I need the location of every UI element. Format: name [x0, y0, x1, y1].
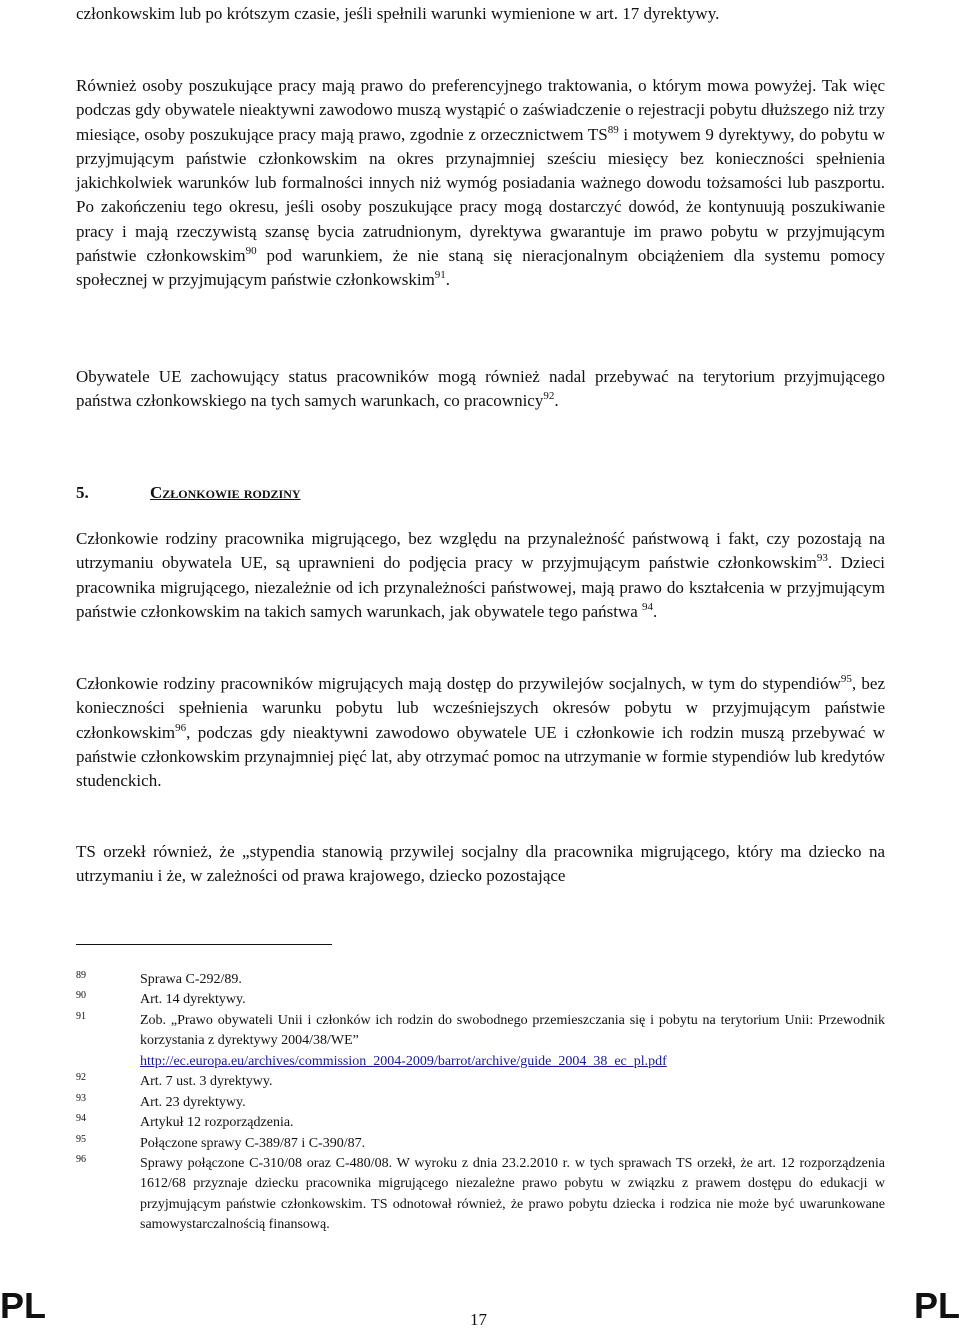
footnote-number: 96	[76, 1154, 86, 1165]
footnote-number: 93	[76, 1093, 86, 1104]
language-code-left: PL	[0, 1285, 47, 1326]
footnote-ref-93[interactable]: 93	[816, 552, 828, 565]
language-code-right: PL	[913, 1285, 960, 1326]
section-number: 5.	[76, 483, 89, 502]
footnote-text: Sprawa C-292/89.	[140, 972, 242, 987]
footnote-text: Art. 23 dyrektywy.	[140, 1095, 246, 1110]
page-number: 17	[470, 1310, 487, 1329]
section-title: Członkowie rodziny	[150, 483, 301, 502]
footnote-number: 95	[76, 1134, 86, 1145]
paragraph-family-members: Członkowie rodziny pracownika migrującego, bez względu na przynależność państwową i fakt, czy pozostają na utrzymaniu obywatela UE, są uprawnieni do podjęcia pracy w przyjmującym państwie członkowskim$^{93}$. Dzieci pracownika migrującego, niezależnie od ich przynależności państwowej, mają prawo do kształcenia w przyjmującym państwie członkowskim na takich samych warunkach, jak obywatele tego państwa $^{94}$.	[76, 529, 885, 621]
footnote-ref-92[interactable]: 92	[543, 390, 555, 403]
footnote-text-with-link	[140, 1011, 885, 1072]
paragraph-jobseekers: Również osoby poszukujące pracy mają prawo do preferencyjnego traktowania, o którym mowa powyżej. Tak więc podczas gdy obywatele nieaktywni zawodowo muszą wystąpić o zaświadczenie o rejestracji pobytu dłuższego niż trzy miesiące, osoby poszukujące pracy mają prawo, zgodnie z orzecznictwem TS$^{89}$ i motywem 9 dyrektywy, do pobytu w przyjmującym państwie członkowskim na okres przynajmniej sześciu miesięcy bez konieczności spełnienia jakichkolwiek warunków lub formalności innych niż wymóg posiadania ważnego dowodu tożsamości lub paszportu. Po zakończeniu tego okresu, jeśli osoby poszukujące pracy mogą dostarczyć dowód, że kontynuują poszukiwanie pracy i mają rzeczywistą szansę bycia zatrudnionym, dyrektywa gwarantuje im prawo pobytu w przyjmującym państwie członkowskim$^{90}$ pod warunkiem, że nie staną się nieracjonalnym obciążeniem dla systemu pomocy społecznej w przyjmującym państwie członkowskim$^{91}$.	[76, 76, 885, 290]
paragraph-continuation: członkowskim lub po krótszym czasie, jeśli spełnili warunki wymienione w art. 17 dyrektywy.	[76, 4, 720, 23]
footnote-ref-95[interactable]: 95	[840, 673, 852, 685]
footnote-ref-96[interactable]: 96	[175, 721, 187, 734]
footnote-number: 94	[76, 1113, 86, 1124]
footnote-ref-89[interactable]: 89	[607, 123, 619, 136]
footnote-text: Art. 14 dyrektywy.	[140, 992, 246, 1007]
section-heading	[76, 483, 301, 503]
footnote-number: 92	[76, 1072, 86, 1083]
footnote-separator	[76, 944, 332, 945]
footnote-number: 89	[76, 970, 86, 981]
paragraph-court-ruling: TS orzekł również, że „stypendia stanowią przywilej socjalny dla pracownika migrującego, który ma dziecko na utrzymaniu i że, w zależności od prawa krajowego, dziecko pozostające	[76, 842, 885, 886]
footnote-text: Zob. „Prawo obywateli Unii i członków ich rodzin do swobodnego przemieszczania się i pobytu na terytorium Unii: Przewodnik korzystania z dyrektywy 2004/38/WE”	[140, 1013, 885, 1049]
footnote-text: Połączone sprawy C-389/87 i C-390/87.	[140, 1136, 366, 1151]
footnote-ref-94[interactable]: 94	[642, 600, 654, 613]
paragraph-retained-status: Obywatele UE zachowujący status pracowników mogą również nadal przebywać na terytorium przyjmującego państwa członkowskiego na tych samych warunkach, co pracownicy$^{92}$.	[76, 367, 885, 411]
footnote-number: 90	[76, 990, 86, 1001]
footnote-text: Sprawy połączone C-310/08 oraz C-480/08. W wyroku z dnia 23.2.2010 r. w tych sprawach TS orzekł, że art. 12 rozporządzenia 1612/68 przyznaje dziecku pracownika migrującego niezależne prawo pobytu w związku z prawem dostępu do edukacji w przyjmującym państwie członkowskim. TS odnotował również, że prawo pobytu dziecka i rodzica nie może być uwarunkowane samowystarczalnością finansową.	[140, 1156, 885, 1233]
footnote-text: Artykuł 12 rozporządzenia.	[140, 1115, 294, 1130]
guide-link[interactable]: http://ec.europa.eu/archives/commission_2004-2009/barrot/archive/guide_2004_38_ec_pl.pdf	[140, 1053, 667, 1069]
footnote-number: 91	[76, 1011, 86, 1022]
footnote-ref-90[interactable]: 90	[245, 245, 257, 258]
paragraph-social-advantages: Członkowie rodziny pracowników migrujących mają dostęp do przywilejów socjalnych, w tym do stypendiów$^{95}$, bez konieczności spełnienia warunku pobytu lub wcześniejszych okresów pobytu w przyjmującym państwie członkowskim$^{96}$, podczas gdy nieaktywni zawodowo obywatele UE i członkowie ich rodzin muszą przebywać w państwie członkowskim przynajmniej pięć lat, aby otrzymać pomoc na utrzymanie w formie stypendiów lub kredytów studenckich.	[76, 673, 886, 791]
footnote-text: Art. 7 ust. 3 dyrektywy.	[140, 1074, 273, 1089]
footnote-ref-91[interactable]: 91	[434, 269, 446, 282]
